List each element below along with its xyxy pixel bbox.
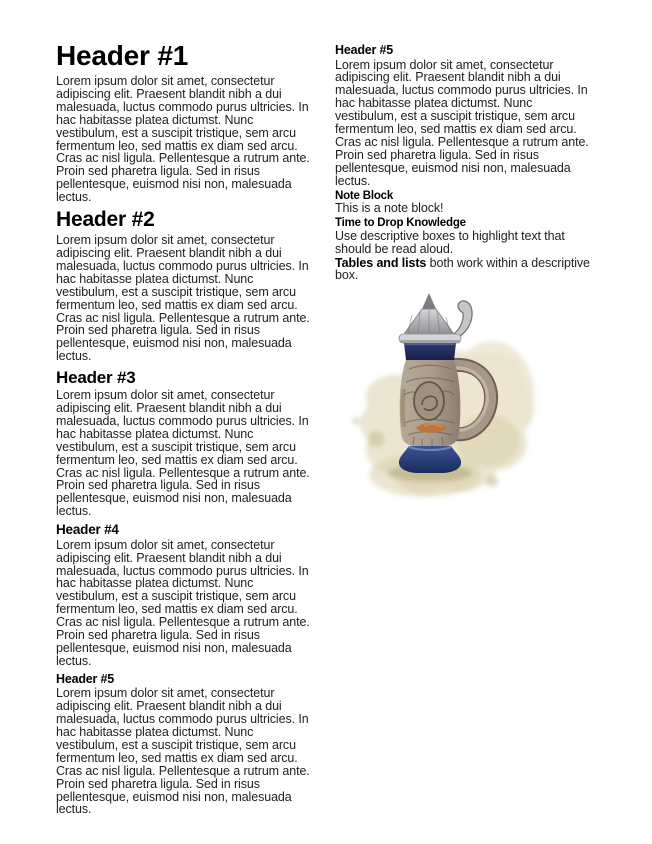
stein-body	[400, 360, 461, 446]
section-heading: Header #3	[56, 368, 136, 388]
stein-foot	[399, 446, 461, 473]
stein-neck-band	[404, 343, 456, 360]
note-block-heading: Note Block	[335, 189, 394, 202]
section-header-5	[56, 673, 310, 817]
section-paragraph: Lorem ipsum dolor sit amet, consectetur adipiscing elit. Praesent blandit nibh a dui malesuada, luctus commodo purus ultricies. In hac habitasse platea dictumst. Nunc vestibulum, est a suscipit tristique, sem arcu fermentum leo, sed mattis ex diam sed arcu. Cras ac nisl ligula. Pellentesque a rutrum ante. Proin sed pharetra ligula. Sed in risus pellentesque, euismod nisi non, malesuada lectus.	[56, 74, 310, 205]
section-paragraph: Lorem ipsum dolor sit amet, consectetur adipiscing elit. Praesent blandit nibh a dui malesuada, luctus commodo purus ultricies. In hac habitasse platea dictumst. Nunc vestibulum, est a suscipit tristique, sem arcu fermentum leo, sed mattis ex diam sed arcu. Cras ac nisl ligula. Pellentesque a rutrum ante. Proin sed pharetra ligula. Sed in risus pellentesque, euismod nisi non, malesuada lectus.	[56, 388, 310, 519]
stein-face-motif	[414, 382, 444, 420]
stein-thumblift	[451, 301, 472, 339]
splash-speck	[368, 431, 384, 447]
knowledge-block-heading: Time to Drop Knowledge	[335, 217, 466, 230]
section-paragraph: Lorem ipsum dolor sit amet, consectetur adipiscing elit. Praesent blandit nibh a dui malesuada, luctus commodo purus ultricies. In hac habitasse platea dictumst. Nunc vestibulum, est a suscipit tristique, sem arcu fermentum leo, sed mattis ex diam sed arcu. Cras ac nisl ligula. Pellentesque a rutrum ante. Proin sed pharetra ligula. Sed in risus pellentesque, euismod nisi non, malesuada lectus.	[335, 57, 589, 188]
left-column	[56, 42, 310, 817]
section-heading: Header #5	[56, 671, 114, 686]
knowledge-block	[335, 217, 593, 282]
beer-stein-illustration	[340, 289, 592, 507]
knowledge-block-body: Use descriptive boxes to highlight text that should be read aloud.	[335, 228, 565, 256]
section-heading: Header #2	[56, 208, 155, 232]
stein-lid	[399, 293, 461, 343]
section-heading: Header #5	[335, 43, 393, 57]
section-heading: Header #4	[56, 522, 119, 538]
section-heading: Header #1	[56, 40, 189, 71]
beer-stein-svg	[340, 289, 592, 507]
note-block-body: This is a note block!	[335, 201, 444, 216]
section-paragraph: Lorem ipsum dolor sit amet, consectetur adipiscing elit. Praesent blandit nibh a dui malesuada, luctus commodo purus ultricies. In hac habitasse platea dictumst. Nunc vestibulum, est a suscipit tristique, sem arcu fermentum leo, sed mattis ex diam sed arcu. Cras ac nisl ligula. Pellentesque a rutrum ante. Proin sed pharetra ligula. Sed in risus pellentesque, euismod nisi non, malesuada lectus.	[56, 233, 310, 364]
section-header-1	[56, 42, 310, 204]
section-header-3	[56, 369, 310, 518]
section-header-4	[56, 523, 310, 668]
splash-speck	[352, 417, 360, 425]
emphasis-bold-text: Tables and lists	[335, 255, 427, 270]
section-paragraph: Lorem ipsum dolor sit amet, consectetur adipiscing elit. Praesent blandit nibh a dui malesuada, luctus commodo purus ultricies. In hac habitasse platea dictumst. Nunc vestibulum, est a suscipit tristique, sem arcu fermentum leo, sed mattis ex diam sed arcu. Cras ac nisl ligula. Pellentesque a rutrum ante. Proin sed pharetra ligula. Sed in risus pellentesque, euismod nisi non, malesuada lectus.	[56, 537, 310, 668]
emphasis-paragraph	[335, 257, 593, 283]
splash-speck	[486, 475, 498, 487]
section-header-2	[56, 209, 310, 363]
right-column	[335, 42, 593, 817]
emphasis-rest-text: both work within a descriptive box.	[335, 255, 590, 283]
note-block	[335, 190, 593, 216]
section-paragraph: Lorem ipsum dolor sit amet, consectetur adipiscing elit. Praesent blandit nibh a dui malesuada, luctus commodo purus ultricies. In hac habitasse platea dictumst. Nunc vestibulum, est a suscipit tristique, sem arcu fermentum leo, sed mattis ex diam sed arcu. Cras ac nisl ligula. Pellentesque a rutrum ante. Proin sed pharetra ligula. Sed in risus pellentesque, euismod nisi non, malesuada lectus.	[56, 686, 310, 817]
section-header-5-right	[335, 44, 593, 188]
